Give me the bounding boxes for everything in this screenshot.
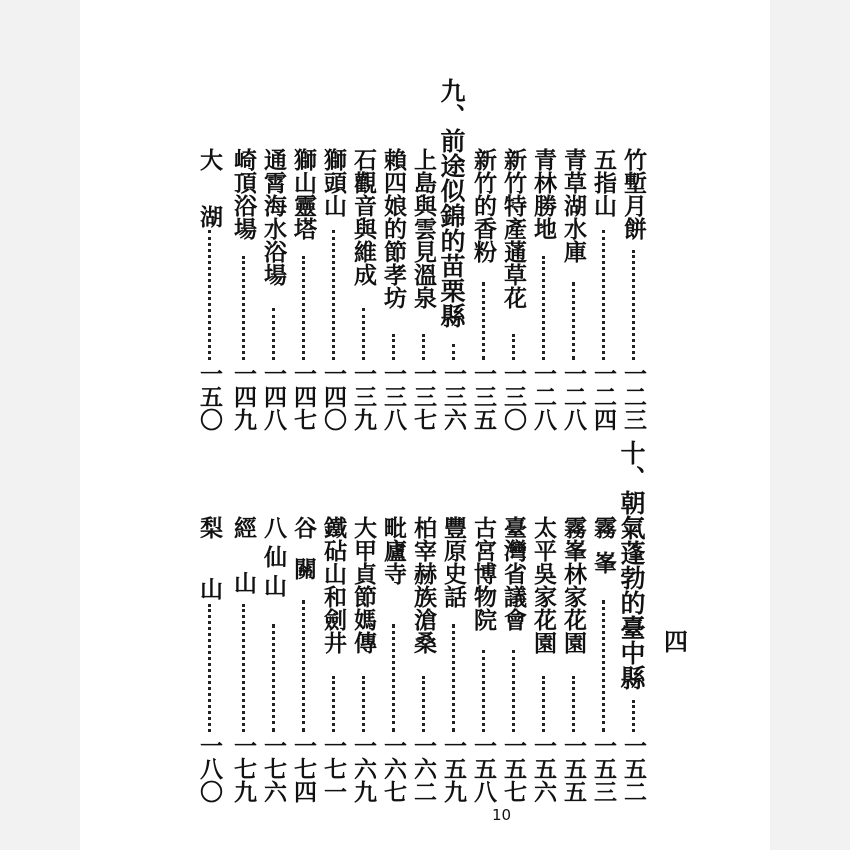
toc-page: 一三八 [380,362,407,431]
leader-dots [482,282,489,360]
leader-dots [512,650,519,732]
toc-entry: 鐵砧山和劍井 [320,516,347,654]
toc-page: 一五七 [500,734,527,803]
toc-page: 一五九 [440,734,467,803]
toc-entry: 太平吳家花園 [530,516,557,654]
leader-dots [272,624,279,732]
toc-page: 一七六 [260,734,287,803]
leader-dots [572,676,579,732]
leader-dots [452,624,459,732]
leader-dots [362,676,369,732]
toc-entry: 獅頭山 [320,148,347,217]
section-heading: 九、前途似錦的苗栗縣 [437,78,466,328]
toc-entry: 青草湖水庫 [560,148,587,263]
toc-entry: 古宮博物院 [470,516,497,631]
leader-dots [452,344,459,360]
leader-dots [242,256,249,360]
toc-entry: 霧峯林家花園 [560,516,587,654]
toc-page: 一六七 [380,734,407,803]
leader-dots [542,256,549,360]
toc-entry: 五指山 [590,148,617,217]
leader-dots [512,334,519,360]
toc-entry: 賴四娘的節孝坊 [380,148,407,309]
leader-dots [302,256,309,360]
leader-dots [208,230,215,360]
toc-page: 一五八 [470,734,497,803]
leader-dots [482,650,489,732]
leader-dots [632,250,639,360]
toc-entry: 上島與雲見溫泉 [410,148,437,309]
toc-entry: 柏宰赫族滄桑 [410,516,437,654]
toc-page: 一六九 [350,734,377,803]
toc-entry: 霧峯 [590,516,617,586]
leader-dots [208,604,215,732]
leader-dots [392,624,399,732]
toc-page: 一二八 [560,362,587,431]
toc-entry: 谷關 [290,516,317,598]
toc-page: 一五三 [590,734,617,803]
toc-page: 一七九 [230,734,257,803]
toc-page: 一四七 [290,362,317,431]
toc-entry: 石觀音與維成 [350,148,377,286]
leader-dots [632,700,639,732]
leader-dots [422,334,429,360]
toc-entry: 梨山 [196,516,223,638]
toc-entry: 青林勝地 [530,148,557,240]
toc-page: 一七四 [290,734,317,803]
toc-page: 一六二 [410,734,437,803]
toc-entry: 大湖 [196,148,223,262]
toc-entry: 大甲貞節媽傳 [350,516,377,654]
toc-entry: 獅山靈塔 [290,148,317,240]
leader-dots [602,600,609,732]
leader-dots [542,676,549,732]
toc-page: 一三七 [410,362,437,431]
toc-entry: 通霄海水浴場 [260,148,287,286]
toc-page: 一五五 [560,734,587,803]
toc-entry: 八仙山 [260,516,287,603]
leader-dots [392,334,399,360]
toc-page: 一四九 [230,362,257,431]
section-marker: 四 [664,627,688,656]
toc-page: 一五〇 [196,362,223,431]
leader-dots [602,230,609,360]
toc-page: 一五二 [620,734,647,803]
toc-page: 一三九 [350,362,377,431]
toc-page: 一二三 [620,362,647,431]
toc-page: 一三〇 [500,362,527,431]
toc-page: 一四八 [260,362,287,431]
page [80,0,770,850]
leader-dots [272,308,279,360]
leader-dots [332,230,339,360]
leader-dots [362,308,369,360]
toc-entry: 豐原史話 [440,516,467,608]
toc-entry: 崎頂浴場 [230,148,257,240]
leader-dots [302,600,309,732]
toc-page: 一二八 [530,362,557,431]
section-heading: 十、朝氣蓬勃的臺中縣 [617,440,646,690]
toc-entry: 經山 [230,516,257,626]
toc-entry: 新竹特產蓪草花 [500,148,527,309]
toc-entry: 新竹的香粉 [470,148,497,263]
toc-entry: 毗廬寺 [380,516,407,585]
toc-page: 一三六 [440,362,467,431]
toc-page: 一八〇 [196,734,223,803]
toc-entry: 竹塹月餅 [620,148,647,240]
toc-page: 一七一 [320,734,347,803]
toc-entry: 臺灣省議會 [500,516,527,631]
toc-page: 一三五 [470,362,497,431]
leader-dots [572,282,579,360]
toc-page: 一二四 [590,362,617,431]
page-number: 10 [492,806,512,824]
toc-page: 一四〇 [320,362,347,431]
leader-dots [332,676,339,732]
leader-dots [422,676,429,732]
leader-dots [242,604,249,732]
toc-page: 一五六 [530,734,557,803]
